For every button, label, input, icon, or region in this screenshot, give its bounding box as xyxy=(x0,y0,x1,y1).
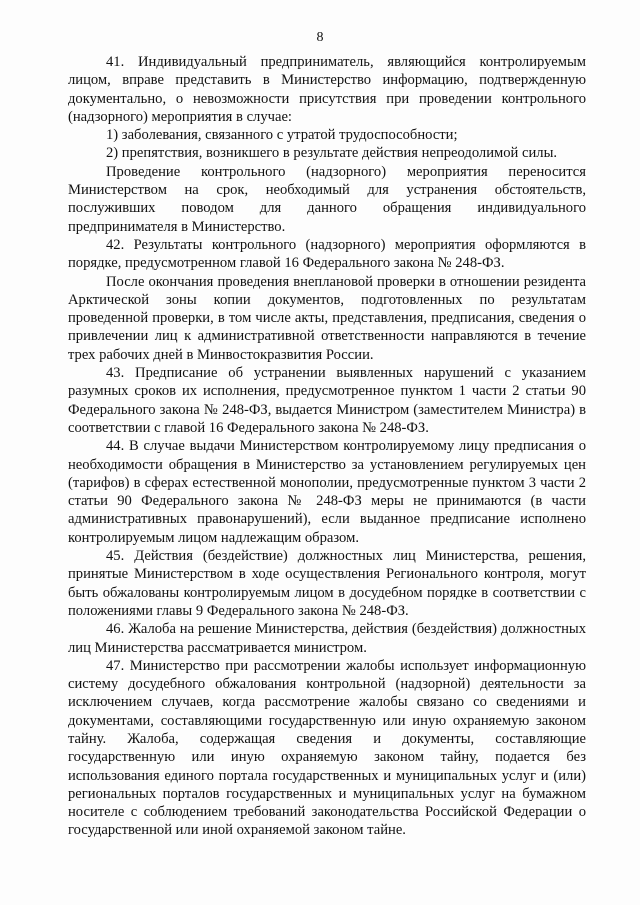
paragraph-41-continuation: Проведение контрольного (надзорного) мероприятия переносится Министерством на срок, необходимый для устранения обстоятельств, послуживших поводом для данного обращения индивидуального предпринимателя в Министерство. xyxy=(68,163,586,235)
paragraph-41-item-1: 1) заболевания, связанного с утратой трудоспособности; xyxy=(106,127,458,144)
paragraph-42: 42. Результаты контрольного (надзорного) мероприятия оформляются в порядке, предусмотренном главой 16 Федерального закона № 248-ФЗ. xyxy=(68,236,586,272)
paragraph-41: 41. Индивидуальный предприниматель, являющийся контролируемым лицом, вправе представить в Министерство информацию, подтвержденную документально, о невозможности присутствия при проведении контрольного (надзорного) мероприятия в случае: xyxy=(68,54,586,125)
page-number: 8 xyxy=(316,30,324,45)
paragraph-47: 47. Министерство при рассмотрении жалобы использует информационную систему досудебного обжалования контрольной (надзорной) деятельности за исключением случаев, когда рассмотрение жалобы связано со сведениями и документами, составляющими государственную или иную охраняемую законом тайну. Жалоба, содержащая сведения и документы, составляющие государственную или иную охраняемую законом тайну, подается без использования единого портала государственных и муниципальных услуг и (или) региональных порталов государственных и муниципальных услуг на бумажном носителе с соблюдением требований законодательства Российской Федерации о государственной или иной охраняемой законом тайне. xyxy=(68,657,586,839)
paragraph-41-item-2: 2) препятствия, возникшего в результате действия непреодолимой силы. xyxy=(106,145,558,162)
paragraph-43: 43. Предписание об устранении выявленных нарушений с указанием разумных сроков их исполнения, предусмотренное пунктом 1 части 2 статьи 90 Федерального закона № 248-ФЗ, выдается Министром (заместителем Министра) в соответствии с главой 16 Федерального закона № 248-ФЗ. xyxy=(68,365,586,436)
paragraph-46: 46. Жалоба на решение Министерства, действия (бездействия) должностных лиц Министерства рассматривается министром. xyxy=(68,621,586,656)
paragraph-45: 45. Действия (бездействие) должностных лиц Министерства, решения, принятые Министерством в ходе осуществления Регионального контроля, могут быть обжалованы контролируемым лицом в досудебном порядке в соответствии с положениями главы 9 Федерального закона № 248-ФЗ. xyxy=(68,548,586,619)
paragraph-44: 44. В случае выдачи Министерством контролируемому лицу предписания о необходимости обращения в Министерство за установлением регулируемых цен (тарифов) в сферах естественной монополии, предусмотренные пунктом 3 части 2 статьи 90 Федерального закона № 248-ФЗ меры не принимаются (в части административных правонарушений), если выданное предписание исполнено контролируемым лицом надлежащим образом. xyxy=(68,438,586,546)
paragraph-42-continuation: После окончания проведения внеплановой проверки в отношении резидента Арктической зоны копии документов, подготовленных по результатам проведенной проверки, в том числе акты, представления, предписания, сведения о привлечении лиц к административной ответственности направляются в течение трех рабочих дней в Минвостокразвития России. xyxy=(68,273,586,363)
document-body xyxy=(68,53,586,840)
